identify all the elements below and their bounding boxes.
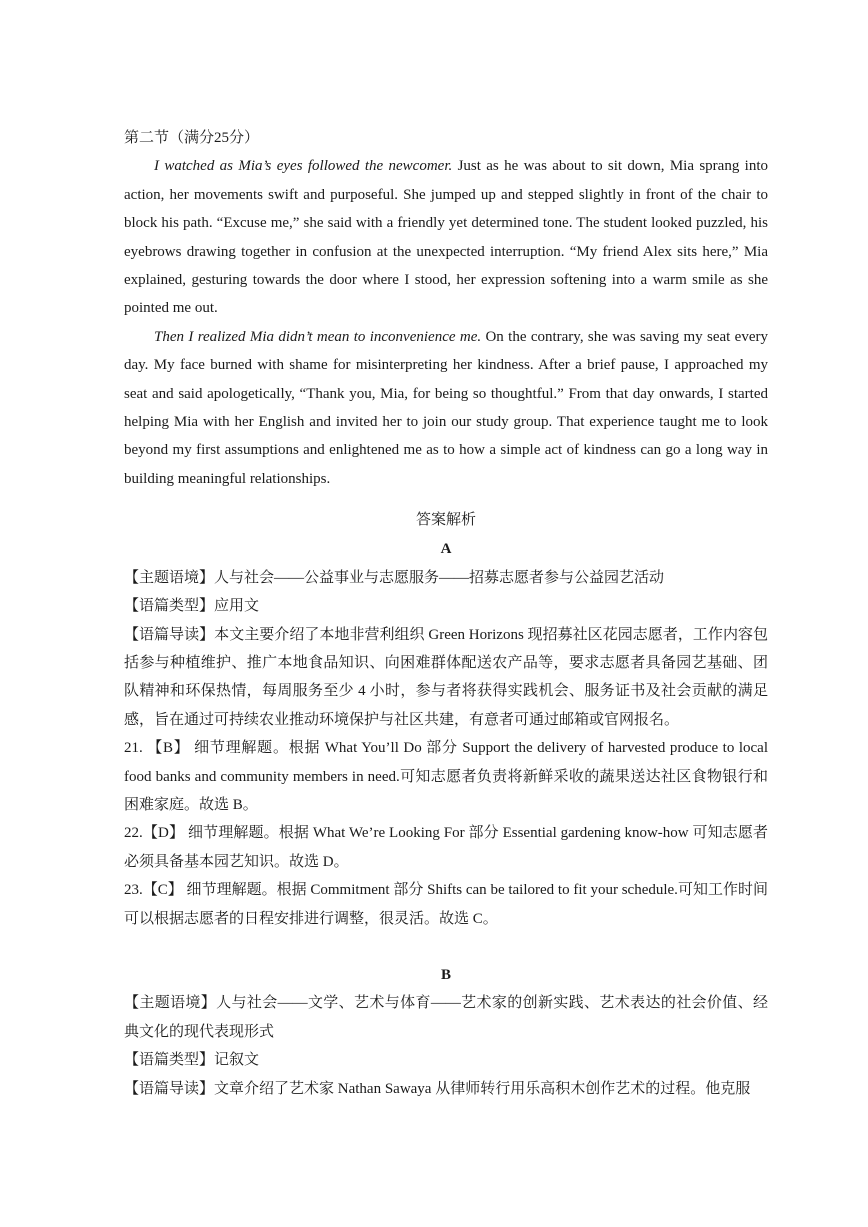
section-b-type: 【语篇类型】记叙文: [124, 1052, 260, 1069]
section-a-letter: A: [440, 541, 452, 558]
story-paragraph-2: [124, 323, 768, 493]
section-b-theme: 【主题语境】人与社会——文学、艺术与体育——艺术家的创新实践、艺术表达的社会价值、经典文化的现代表现形式: [124, 995, 768, 1040]
paragraph-2-lead: Then I realized Mia didn’t mean to inconvenience me.: [154, 328, 482, 345]
question-22-answer: 22.【D】 细节理解题。根据 What We’re Looking For 部分 Essential gardening know-how 可知志愿者必须具备基本园艺知识。故选 D。: [124, 825, 768, 870]
question-23-answer: 23.【C】 细节理解题。根据 Commitment 部分 Shifts can be tailored to fit your schedule.可知工作时间可以根据志愿者的日程安排进行调整，很灵活。故选 C。: [124, 882, 768, 927]
story-paragraph-1: [124, 152, 768, 322]
section-heading: 第二节（满分25分）: [124, 130, 260, 146]
question-21-answer: 21. 【B】 细节理解题。根据 What You’ll Do 部分 Support the delivery of harvested produce to local food banks and community members in need.可知志愿者负责将新鲜采收的蔬果送达社区食物银行和困难家庭。故选 B。: [124, 740, 768, 813]
paragraph-1-text: Just as he was about to sit down, Mia sprang into action, her movements swift and purposeful. She jumped up and stepped slightly in front of the chair to block his path. “Excuse me,” she said with a friendly yet determined tone. The student looked puzzled, his eyebrows drawing together in confusion at the unexpected interruption. “My friend Alex sits here,” Mia explained, gesturing towards the door where I stood, her expression softening into a warm smile as she pointed me out.: [124, 158, 768, 317]
paragraph-2-text: On the contrary, she was saving my seat every day. My face burned with shame for misinterpreting her kindness. After a brief pause, I approached my seat and said apologetically, “Thank you, Mia, for being so thoughtful.” From that day onwards, I started helping Mia with her English and invited her to join our study group. That experience taught me to look beyond my first assumptions and enlightened me as to how a simple act of kindness can go a long way in building meaningful relationships.: [124, 328, 768, 487]
document-page: [124, 124, 768, 1103]
section-a-guide: 【语篇导读】本文主要介绍了本地非营利组织 Green Horizons 现招募社区花园志愿者，工作内容包括参与种植维护、推广本地食品知识、向困难群体配送农产品等，要求志愿者具备园艺基础、团队精神和环保热情，每周服务至少 4 小时，参与者将获得实践机会、服务证书及社会贡献的满足感，旨在通过可持续农业推动环境保护与社区共建，有意者可通过邮箱或官网报名。: [124, 626, 768, 728]
paragraph-1-lead: I watched as Mia’s eyes followed the newcomer.: [154, 158, 453, 175]
section-a-type: 【语篇类型】应用文: [124, 598, 260, 615]
section-a-theme: 【主题语境】人与社会——公益事业与志愿服务——招募志愿者参与公益园艺活动: [124, 569, 665, 586]
section-b-guide: 【语篇导读】文章介绍了艺术家 Nathan Sawaya 从律师转行用乐高积木创作艺术的过程。他克服: [124, 1080, 751, 1097]
answer-title: 答案解析: [415, 512, 476, 529]
section-b-letter: B: [440, 966, 451, 983]
spacer: [124, 933, 768, 961]
